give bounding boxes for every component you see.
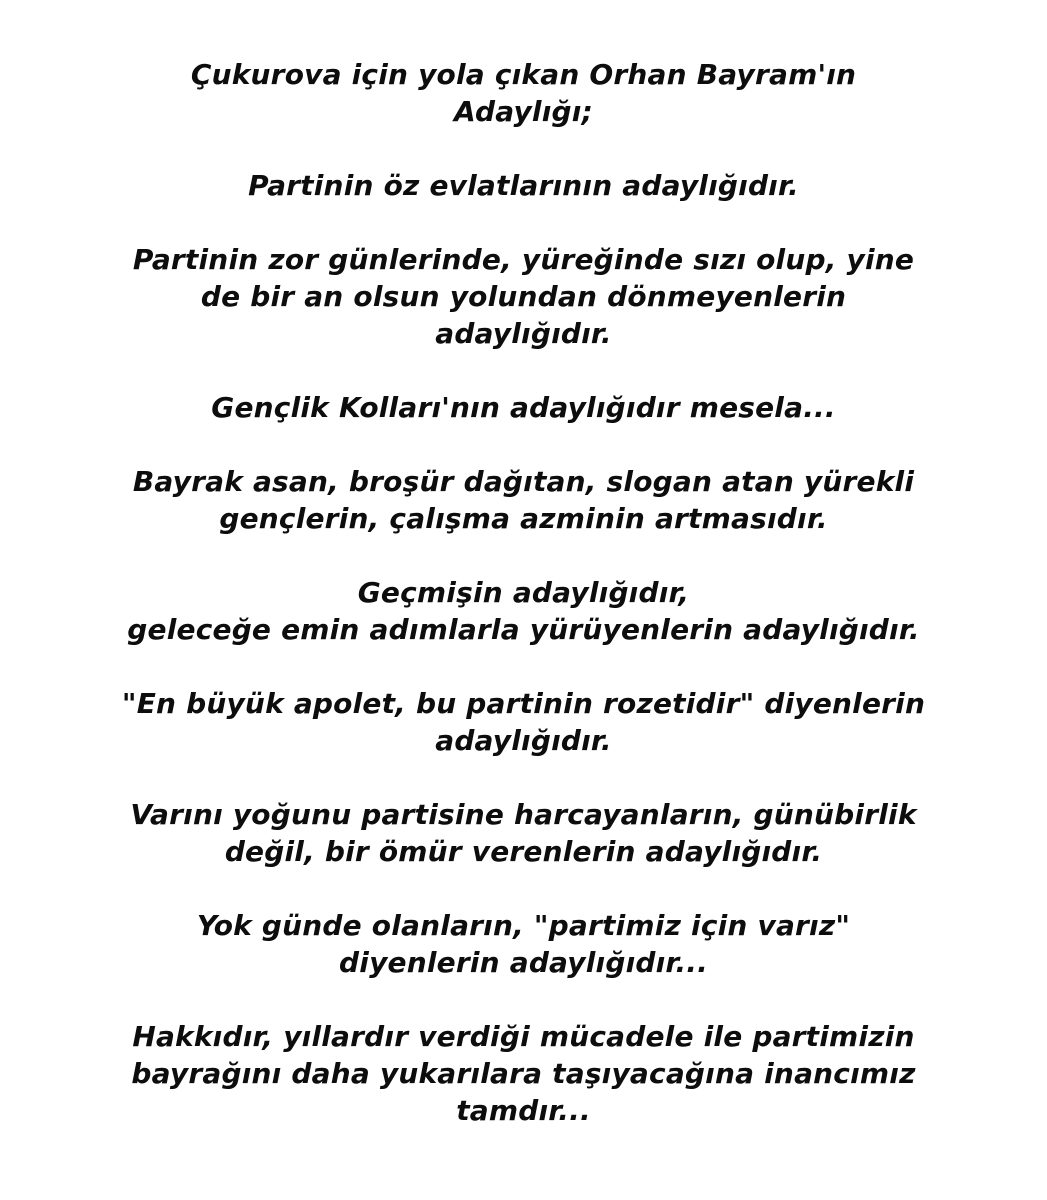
- text-line: Partinin zor günlerinde, yüreğinde sızı olup, yine: [132, 243, 915, 276]
- text-line: bayrağını daha yukarılara taşıyacağına inancımız: [131, 1057, 916, 1090]
- text-line: Partinin öz evlatlarının adaylığıdır.: [248, 169, 799, 202]
- text-line: de bir an olsun yolundan dönmeyenlerin: [200, 280, 847, 313]
- text-line: gençlerin, çalışma azminin artmasıdır.: [219, 502, 828, 535]
- text-line: Bayrak asan, broşür dağıtan, slogan atan yürekli: [132, 465, 915, 498]
- text-line: Çukurova için yola çıkan Orhan Bayram'ın: [190, 58, 857, 91]
- text-line: "En büyük apolet, bu partinin rozetidir" diyenlerin: [121, 687, 926, 720]
- paragraph: [40, 685, 1007, 759]
- text-line: geleceğe emin adımlarla yürüyenlerin adaylığıdır.: [127, 613, 920, 646]
- paragraph: [40, 241, 1007, 352]
- paragraph: [40, 1018, 1007, 1129]
- text-line: Varını yoğunu partisine harcayanların, günübirlik: [130, 798, 917, 831]
- text-line: diyenlerin adaylığıdır...: [339, 946, 708, 979]
- paragraph: [40, 463, 1007, 537]
- text-line: tamdır...: [456, 1094, 591, 1127]
- text-line: Gençlik Kolları'nın adaylığıdır mesela...: [211, 391, 836, 424]
- paragraph: [40, 167, 1007, 204]
- text-line: değil, bir ömür verenlerin adaylığıdır.: [224, 835, 823, 868]
- text-line: adaylığıdır.: [435, 724, 612, 757]
- paragraph: [40, 389, 1007, 426]
- paragraph: [40, 574, 1007, 648]
- statement-text: [40, 56, 1007, 1129]
- paragraph: [40, 907, 1007, 981]
- paragraph: [40, 796, 1007, 870]
- text-line: Adaylığı;: [454, 95, 593, 128]
- text-line: Yok günde olanların, "partimiz için varız": [196, 909, 851, 942]
- text-line: Geçmişin adaylığıdır,: [357, 576, 690, 609]
- text-line: Hakkıdır, yıllardır verdiği mücadele ile partimizin: [132, 1020, 915, 1053]
- paragraph-title: [40, 56, 1007, 130]
- text-line: adaylığıdır.: [435, 317, 612, 350]
